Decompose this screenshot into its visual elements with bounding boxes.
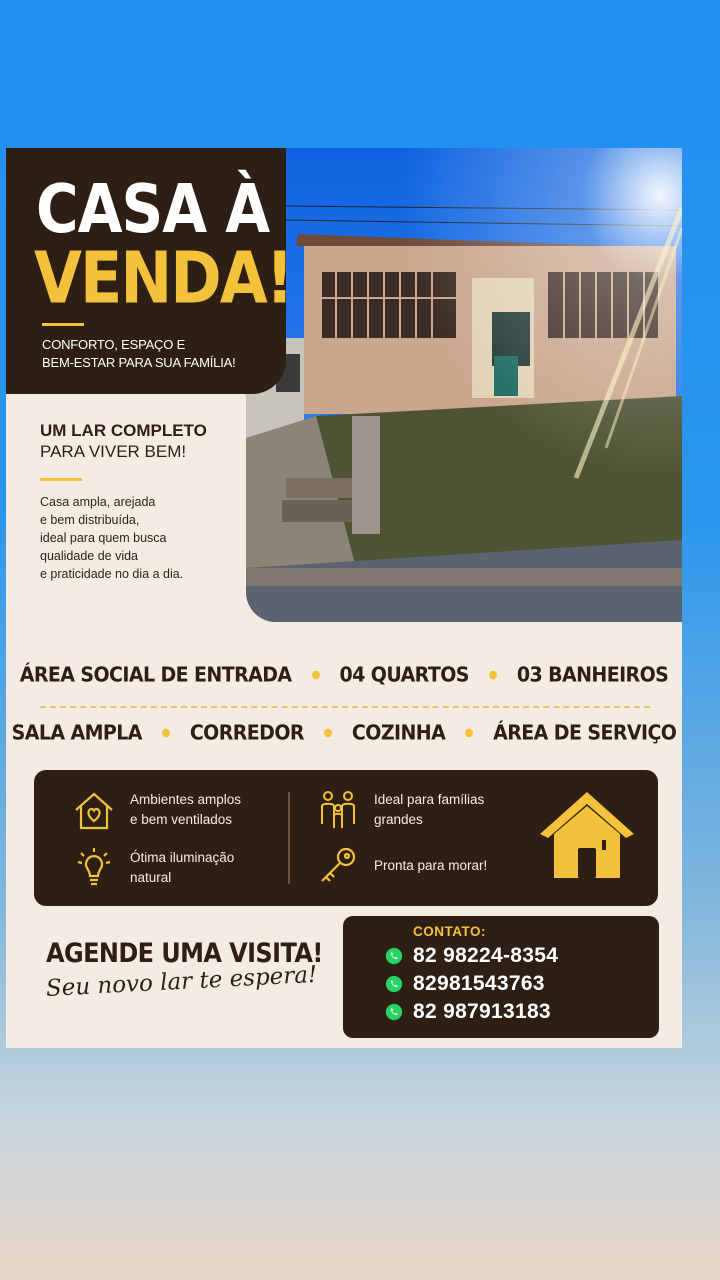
intro-divider <box>40 478 82 481</box>
intro-body-line: e bem distribuída, <box>40 513 140 527</box>
features-row-2 <box>6 721 682 745</box>
amenity-item <box>314 786 484 834</box>
bullet-dot <box>489 671 497 680</box>
amenity-text: e bem ventilados <box>130 812 233 827</box>
whatsapp-icon <box>385 1003 403 1021</box>
feature-item: 04 QUARTOS <box>339 663 469 687</box>
bullet-dot <box>465 729 473 738</box>
family-icon <box>314 786 362 834</box>
intro-body-line: Casa ampla, arejada <box>40 495 156 509</box>
amenity-text: Ótima iluminação <box>130 850 235 865</box>
intro-title <box>40 420 250 462</box>
hero-subtitle-line2: BEM-ESTAR PARA SUA FAMÍLIA! <box>42 355 236 370</box>
intro-body-line: e praticidade no dia a dia. <box>40 567 184 581</box>
intro-body <box>40 493 240 583</box>
phone-number[interactable]: 82 987913183 <box>413 1000 551 1023</box>
hero-title-line2: VENDA! <box>34 236 292 320</box>
features-row-1 <box>6 663 682 687</box>
intro-title-line1: UM LAR COMPLETO <box>40 421 207 440</box>
amenity-text: Ambientes amplos <box>130 792 242 807</box>
key-icon <box>314 842 362 890</box>
intro-title-line2: PARA VIVER BEM! <box>40 442 187 461</box>
contact-panel <box>343 916 659 1038</box>
intro-body-line: qualidade de vida <box>40 549 138 563</box>
phone-row[interactable] <box>385 972 545 996</box>
phone-number[interactable]: 82981543763 <box>413 972 545 995</box>
feature-item: ÁREA SOCIAL DE ENTRADA <box>19 663 292 687</box>
house-photo <box>246 148 682 622</box>
hero-title-line1: CASA À <box>36 170 270 249</box>
amenity-text: natural <box>130 870 172 885</box>
amenity-text: Ideal para famílias <box>374 792 485 807</box>
amenity-text: Pronta para morar! <box>374 858 488 873</box>
whatsapp-icon <box>385 975 403 993</box>
phone-number[interactable]: 82 98224-8354 <box>413 944 559 967</box>
lightbulb-icon <box>70 844 118 892</box>
bullet-dot <box>312 671 320 680</box>
amenity-item <box>70 844 234 892</box>
phone-row[interactable] <box>385 1000 551 1024</box>
amenity-text: grandes <box>374 812 423 827</box>
hero-divider <box>42 323 84 326</box>
hero-subtitle <box>42 336 282 372</box>
bullet-dot <box>162 729 170 738</box>
feature-item: SALA AMPLA <box>11 721 142 745</box>
sale-flyer <box>6 148 682 1048</box>
hero-banner <box>6 148 292 394</box>
phone-row[interactable] <box>385 944 558 968</box>
amenities-panel <box>34 770 658 906</box>
feature-item: COZINHA <box>351 721 446 745</box>
amenity-item <box>314 842 487 890</box>
hero-subtitle-line1: CONFORTO, ESPAÇO E <box>42 337 186 352</box>
feature-item: ÁREA DE SERVIÇO <box>493 721 677 745</box>
house-heart-icon <box>70 786 118 834</box>
contact-title: CONTATO: <box>413 924 486 939</box>
feature-item: 03 BANHEIROS <box>516 663 669 687</box>
cta-heading: AGENDE UMA VISITA! <box>46 938 323 969</box>
intro-body-line: ideal para quem busca <box>40 531 167 545</box>
cta-tagline: Seu novo lar te espera! <box>45 961 318 1002</box>
bullet-dot <box>324 729 332 738</box>
feature-item: CORREDOR <box>189 721 304 745</box>
amenities-divider <box>288 792 290 884</box>
house-icon <box>538 788 636 887</box>
whatsapp-icon <box>385 947 403 965</box>
amenity-item <box>70 786 241 834</box>
dashed-divider <box>40 706 650 708</box>
